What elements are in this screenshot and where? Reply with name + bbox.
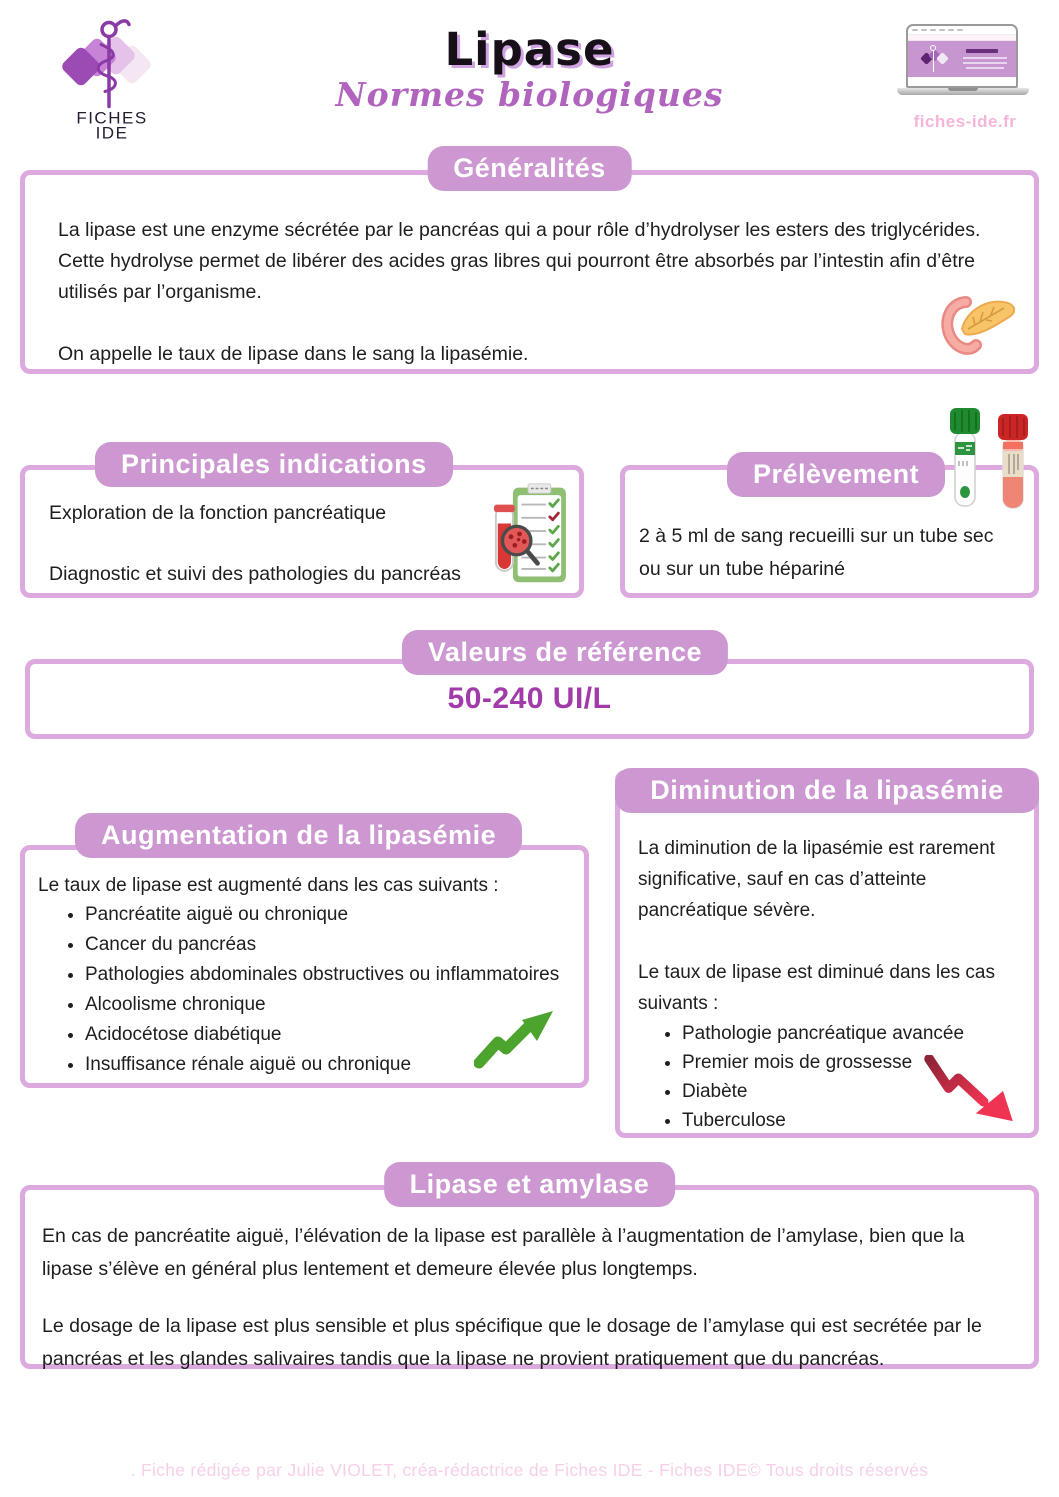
reference-value: 50-240 UI/L	[447, 682, 612, 715]
list-item: • Alcoolisme chronique	[85, 990, 584, 1020]
section-box-generalites	[20, 170, 1039, 374]
list-item: • Cancer du pancréas	[85, 930, 584, 960]
page-subtitle: Normes biologiques	[335, 75, 724, 115]
laptop-base	[897, 88, 1029, 95]
section-header-prelevement: Prélèvement	[727, 452, 945, 497]
laptop-hero-banner	[908, 41, 1016, 77]
section-header-generalites: Généralités	[427, 146, 632, 191]
footer-credit: . Fiche rédigée par Julie VIOLET, créa-rédactrice de Fiches IDE - Fiches IDE© Tous droits réservés	[130, 1460, 929, 1480]
section-header-indications: Principales indications	[95, 442, 453, 487]
section-header-valeurs: Valeurs de référence	[402, 630, 728, 675]
page-title: Lipase	[444, 23, 615, 76]
blood-sample-checklist-icon	[489, 480, 569, 586]
fiches-ide-logo	[55, 14, 175, 140]
list-item: • Pathologies abdominales obstructives ou inflammatoires	[85, 960, 584, 990]
section-header-amylase: Lipase et amylase	[384, 1162, 676, 1207]
indication-item-2: Diagnostic et suivi des pathologies du pancréas	[49, 563, 461, 585]
section-header-diminution: Diminution de la lipasémie	[615, 768, 1039, 813]
list-item: • Pancréatite aiguë ou chronique	[85, 900, 584, 930]
generalites-paragraph-1: La lipase est une enzyme sécrétée par le pancréas qui a pour rôle d’hydrolyser les esters des triglycérides. Cette hydrolyse permet de libérer des acides gras libres qui pourront être absorbés par l’intestin afin d’être utilisés par l’organisme.	[58, 219, 981, 303]
blood-tubes-icon	[948, 406, 1036, 512]
list-item: • Premier mois de grossesse	[682, 1048, 1020, 1077]
diminution-paragraph-1: La diminution de la lipasémie est rarement significative, sauf en cas d’atteinte pancréatique sévère.	[638, 838, 995, 921]
list-item: • Diabète	[682, 1077, 1020, 1106]
list-item: • Tuberculose	[682, 1106, 1020, 1135]
trend-down-arrow-icon	[920, 1055, 1020, 1125]
list-item: • Insuffisance rénale aiguë ou chronique	[85, 1050, 584, 1080]
list-item: • Pathologie pancréatique avancée	[682, 1019, 1020, 1048]
section-box-augmentation	[20, 845, 589, 1088]
list-item: • Acidocétose diabétique	[85, 1020, 584, 1050]
amylase-paragraph-2: Le dosage de la lipase est plus sensible et plus spécifique que le dosage de l’amylase qui est secrétée par le pancréas et les glandes salivaires tandis que la lipase ne provient pratiquement que du pancréas.	[42, 1315, 982, 1370]
section-header-augmentation: Augmentation de la lipasémie	[75, 813, 522, 858]
indication-item-1: Exploration de la fonction pancréatique	[49, 502, 387, 524]
logo-text-line1: FICHES	[76, 108, 148, 128]
section-box-amylase	[20, 1185, 1039, 1369]
amylase-paragraph-1: En cas de pancréatite aiguë, l’élévation de la lipase est parallèle à l’augmentation de l’amylase, bien que la lipase s’élève en général plus lentement et demeure élevée plus longtemps.	[42, 1225, 965, 1280]
site-url-label: fiches-ide.fr	[913, 112, 1017, 131]
laptop-mockup-icon	[897, 24, 1029, 116]
pancreas-icon	[939, 293, 1019, 363]
prelevement-text: 2 à 5 ml de sang recueilli sur un tube sec ou sur un tube hépariné	[639, 525, 994, 580]
augmentation-intro: Le taux de lipase est augmenté dans les cas suivants :	[38, 875, 499, 896]
laptop-screen	[906, 24, 1018, 88]
generalites-paragraph-2: On appelle le taux de lipase dans le sang la lipasémie.	[58, 343, 529, 365]
section-box-diminution	[615, 770, 1039, 1138]
logo-text-line2: IDE	[95, 123, 129, 140]
diminution-paragraph-2: Le taux de lipase est diminué dans les cas suivants :	[638, 962, 995, 1014]
trend-up-arrow-icon	[474, 1007, 558, 1069]
